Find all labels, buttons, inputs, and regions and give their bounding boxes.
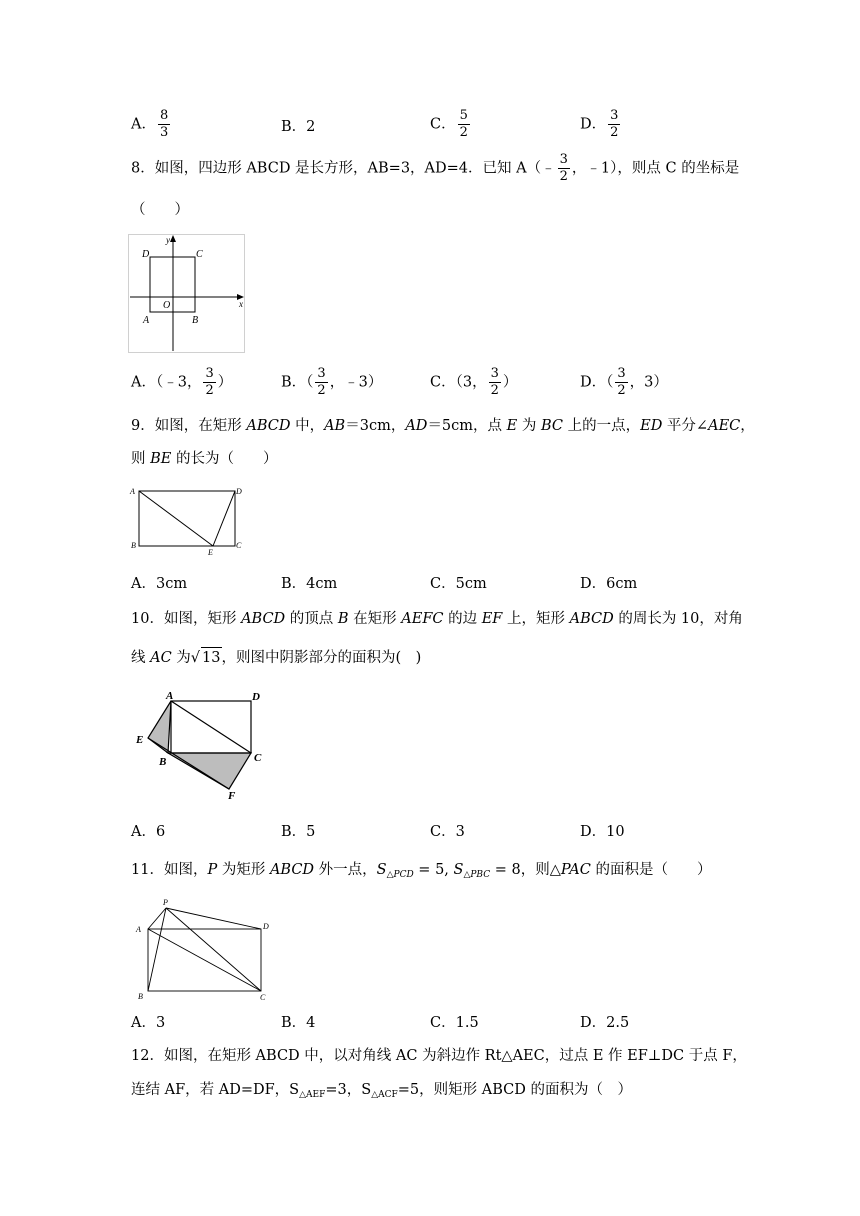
- svg-text:B: B: [131, 541, 136, 550]
- q11-option-a: A．3: [131, 1015, 166, 1031]
- fraction: $\frac{8}{3}$: [159, 108, 169, 140]
- fraction: $\frac{3}{2}$: [205, 366, 214, 398]
- q7-option-d: D． $\frac{3}{2}$: [580, 108, 619, 140]
- sqrt-symbol: √: [190, 650, 201, 666]
- q11-option-b: B．4: [281, 1015, 316, 1031]
- svg-text:B: B: [192, 315, 199, 326]
- q8-option-d: D．（ $\frac{3}{2}$ ，3）: [580, 366, 668, 398]
- q8-stem: 8．如图，四边形 ABCD 是长方形，AB=3，AD=4．已知 A（﹣ $\frac{3}{2}$ ，﹣1），则点 C 的坐标是: [131, 152, 740, 184]
- q10-option-b: B．5: [281, 824, 316, 840]
- q8-option-b: B．（ $\frac{3}{2}$ ，﹣3）: [281, 366, 383, 398]
- svg-text:y: y: [166, 235, 170, 245]
- q11-option-d: D．2.5: [580, 1015, 630, 1031]
- fraction: $\frac{3}{2}$: [490, 366, 499, 398]
- svg-text:F: F: [228, 790, 236, 802]
- q9-option-b: B．4cm: [281, 576, 338, 592]
- svg-text:E: E: [136, 734, 144, 746]
- svg-text:A: A: [143, 315, 150, 326]
- svg-text:P: P: [163, 898, 168, 907]
- q8-option-c: C．（3， $\frac{3}{2}$ ）: [430, 366, 518, 398]
- q10-option-a: A．6: [131, 824, 166, 840]
- q11-stem: 11．如图，P 为矩形 ABCD 外一点，$S_{\triangle PCD} = 5$, $S_{\triangle PBC} = 8$，则△PAC 的面积是（ ）: [131, 862, 712, 880]
- fraction: $\frac{5}{2}$: [459, 108, 468, 140]
- svg-text:O: O: [163, 300, 171, 311]
- svg-text:C: C: [196, 249, 203, 260]
- svg-text:A: A: [130, 487, 135, 496]
- q8-option-a: A．（﹣3， $\frac{3}{2}$ ）: [131, 366, 233, 398]
- q11-figure: [130, 896, 275, 1004]
- q11-option-c: C．1.5: [430, 1015, 479, 1031]
- svg-text:C: C: [236, 541, 242, 550]
- fraction: $\frac{3}{2}$: [610, 108, 619, 140]
- svg-text:C: C: [260, 993, 266, 1002]
- q10-option-d: D．10: [580, 824, 625, 840]
- svg-text:A: A: [136, 925, 141, 934]
- q10-figure: [132, 686, 272, 802]
- q7-option-a: A． $\frac{8}{3}$: [131, 108, 169, 140]
- q12-stem: 12．如图，在矩形 ABCD 中，以对角线 AC 为斜边作 Rt△AEC，过点 E 作 EF⊥DC 于点 F，: [131, 1048, 747, 1064]
- q9-stem-line2: 则 BE 的长为（ ）: [131, 451, 278, 467]
- svg-text:B: B: [159, 756, 167, 768]
- svg-text:D: D: [252, 691, 260, 703]
- q10-option-c: C．3: [430, 824, 465, 840]
- q7-option-b: B．2: [281, 119, 316, 135]
- svg-text:D: D: [263, 922, 269, 931]
- fraction: $\frac{3}{2}$: [559, 152, 568, 184]
- svg-text:D: D: [236, 487, 242, 496]
- svg-text:x: x: [239, 299, 243, 309]
- svg-text:E: E: [208, 548, 213, 557]
- q9-option-d: D．6cm: [580, 576, 638, 592]
- fraction: $\frac{3}{2}$: [617, 366, 626, 398]
- q7-option-c: C． $\frac{5}{2}$: [430, 108, 468, 140]
- svg-text:B: B: [138, 992, 143, 1001]
- q9-stem: 9．如图，在矩形 ABCD 中，AB＝3cm，AD＝5cm，点 E 为 BC 上的一点，ED 平分∠AEC，: [131, 418, 755, 434]
- svg-text:A: A: [166, 690, 174, 702]
- q10-stem: 10．如图，矩形 ABCD 的顶点 B 在矩形 AEFC 的边 EF 上，矩形 ABCD 的周长为 10，对角: [131, 611, 743, 627]
- fraction: $\frac{3}{2}$: [317, 366, 326, 398]
- q9-option-c: C．5cm: [430, 576, 487, 592]
- q10-stem-line2: 线 AC 为√ 13，则图中阴影部分的面积为( ): [131, 647, 421, 668]
- q8-stem-line2: （ ）: [131, 202, 189, 218]
- q9-option-a: A．3cm: [131, 576, 188, 592]
- q9-figure: [128, 484, 248, 558]
- q12-stem-line2: 连结 AF，若 AD=DF，$S_{\triangle AEF}=3$，$S_{\triangle ACF}=5$，则矩形 ABCD 的面积为（ ）: [131, 1082, 632, 1100]
- q8-figure: [128, 234, 248, 356]
- svg-text:C: C: [254, 752, 262, 764]
- svg-text:D: D: [142, 249, 150, 260]
